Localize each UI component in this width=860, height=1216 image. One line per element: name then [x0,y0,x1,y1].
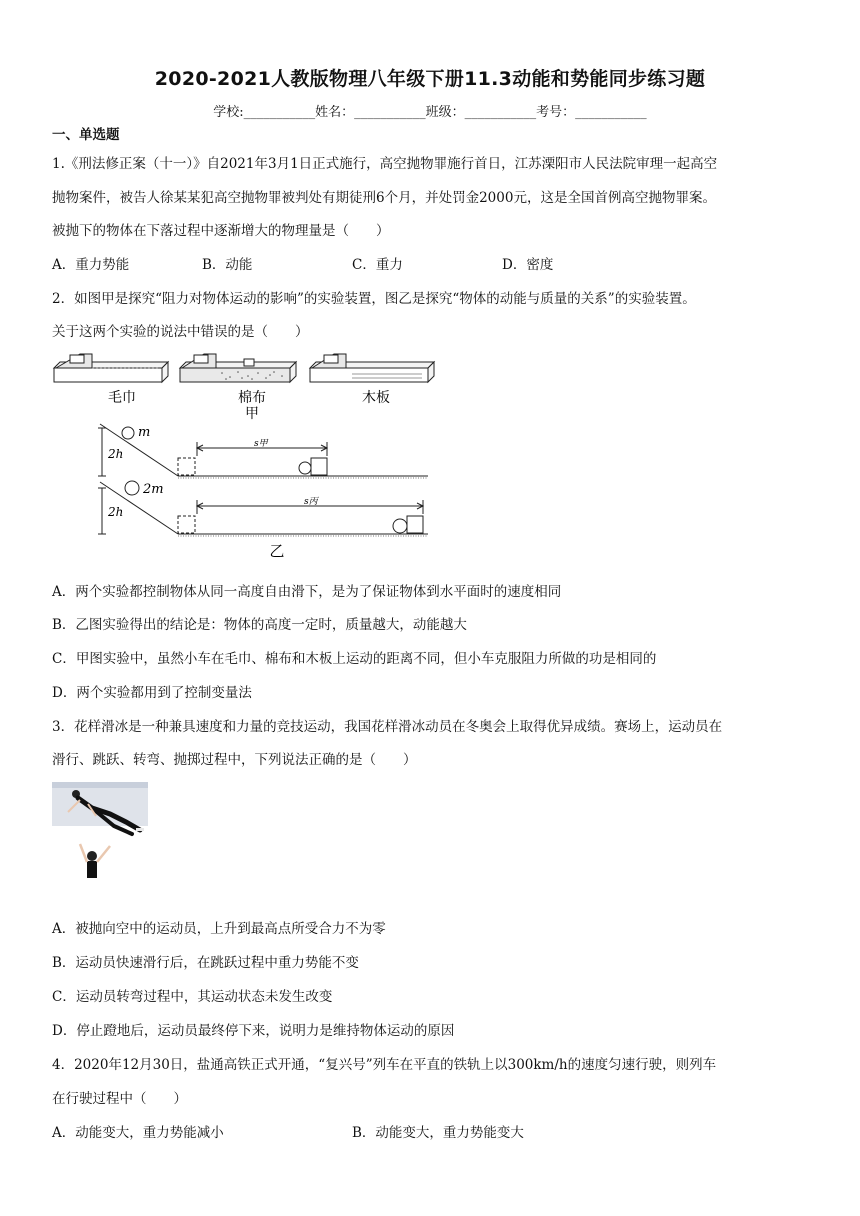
q2-option-c: C．甲图实验中，虽然小车在毛巾、棉布和木板上运动的距离不同，但小车克服阻力所做的功是相同的 [52,651,657,667]
q2-stem-line-2: 关于这两个实验的说法中错误的是（ ） [52,324,309,340]
q3-option-a: A．被抛向空中的运动员，上升到最高点所受合力不为零 [52,921,386,937]
label-height-bottom: 2h [108,505,124,519]
q4-stem-line-2: 在行驶过程中（ ） [52,1091,187,1107]
label-dist-top: s甲 [254,439,268,449]
q1-stem-line-2: 抛物案件，被告人徐某某犯高空抛物罪被判处有期徒刑6个月，并处罚金2000元，这是全国首例高空抛物罪案。 [52,190,716,206]
figure-skaters-photo [52,782,148,878]
q1-option-b: B．动能 [202,257,253,273]
label-wood: 木板 [362,390,390,406]
q3-option-d: D．停止蹬地后，运动员最终停下来，说明力是维持物体运动的原因 [52,1023,455,1039]
label-height-top: 2h [108,447,124,461]
label-towel: 毛巾 [108,390,136,406]
q1-option-d: D．密度 [502,257,554,273]
q3-option-c: C．运动员转弯过程中，其运动状态未发生改变 [52,989,333,1005]
q4-stem-line-1: 4．2020年12月30日，盐通高铁正式开通，“复兴号”列车在平直的铁轨上以300km/h的速度匀速行驶，则列车 [52,1057,717,1073]
q1-stem-line-3: 被抛下的物体在下落过程中逐渐增大的物理量是（ ） [52,223,390,239]
label-jia: 甲 [245,406,259,422]
q3-stem-line-1: 3．花样滑冰是一种兼具速度和力量的竞技运动，我国花样滑冰动员在冬奥会上取得优异成绩。赛场上，运动员在 [52,719,723,735]
student-info-line: 学校:___________姓名：___________班级：___________考号：___________ [213,105,647,120]
q3-option-b: B．运动员快速滑行后，在跳跃过程中重力势能不变 [52,955,359,971]
label-cotton: 棉布 [238,390,266,406]
q4-option-a: A．动能变大，重力势能减小 [52,1125,224,1141]
label-yi: 乙 [269,542,285,560]
page-title: 2020-2021人教版物理八年级下册11.3动能和势能同步练习题 [154,68,706,90]
section-heading: 一、单选题 [52,127,120,143]
q1-stem-line-1: 1.《刑法修正案（十一）》自2021年3月1日正式施行，高空抛物罪施行首日，江苏溧阳市人民法院审理一起高空 [52,156,718,172]
figure-yi-ramps [80,420,440,560]
q1-option-a: A．重力势能 [52,257,130,273]
q3-stem-line-2: 滑行、跳跃、转弯、抛掷过程中，下列说法正确的是（ ） [52,752,417,768]
q4-option-b: B．动能变大，重力势能变大 [352,1125,524,1141]
label-mass-2m: 2m [143,482,164,497]
q2-option-d: D．两个实验都用到了控制变量法 [52,685,252,701]
q2-option-b: B．乙图实验得出的结论是：物体的高度一定时，质量越大，动能越大 [52,617,467,633]
q2-stem-line-1: 2．如图甲是探究“阻力对物体运动的影响”的实验装置，图乙是探究“物体的动能与质量的关系”的实验装置。 [52,291,696,307]
q2-option-a: A．两个实验都控制物体从同一高度自由滑下，是为了保证物体到水平面时的速度相同 [52,584,562,600]
cotton-board [180,354,296,382]
label-mass-m: m [138,425,151,440]
figure-jia-surfaces [52,350,442,422]
q1-option-c: C．重力 [352,257,403,273]
label-dist-bottom: s丙 [304,497,318,507]
towel-board [54,354,168,382]
wood-board [310,354,434,382]
